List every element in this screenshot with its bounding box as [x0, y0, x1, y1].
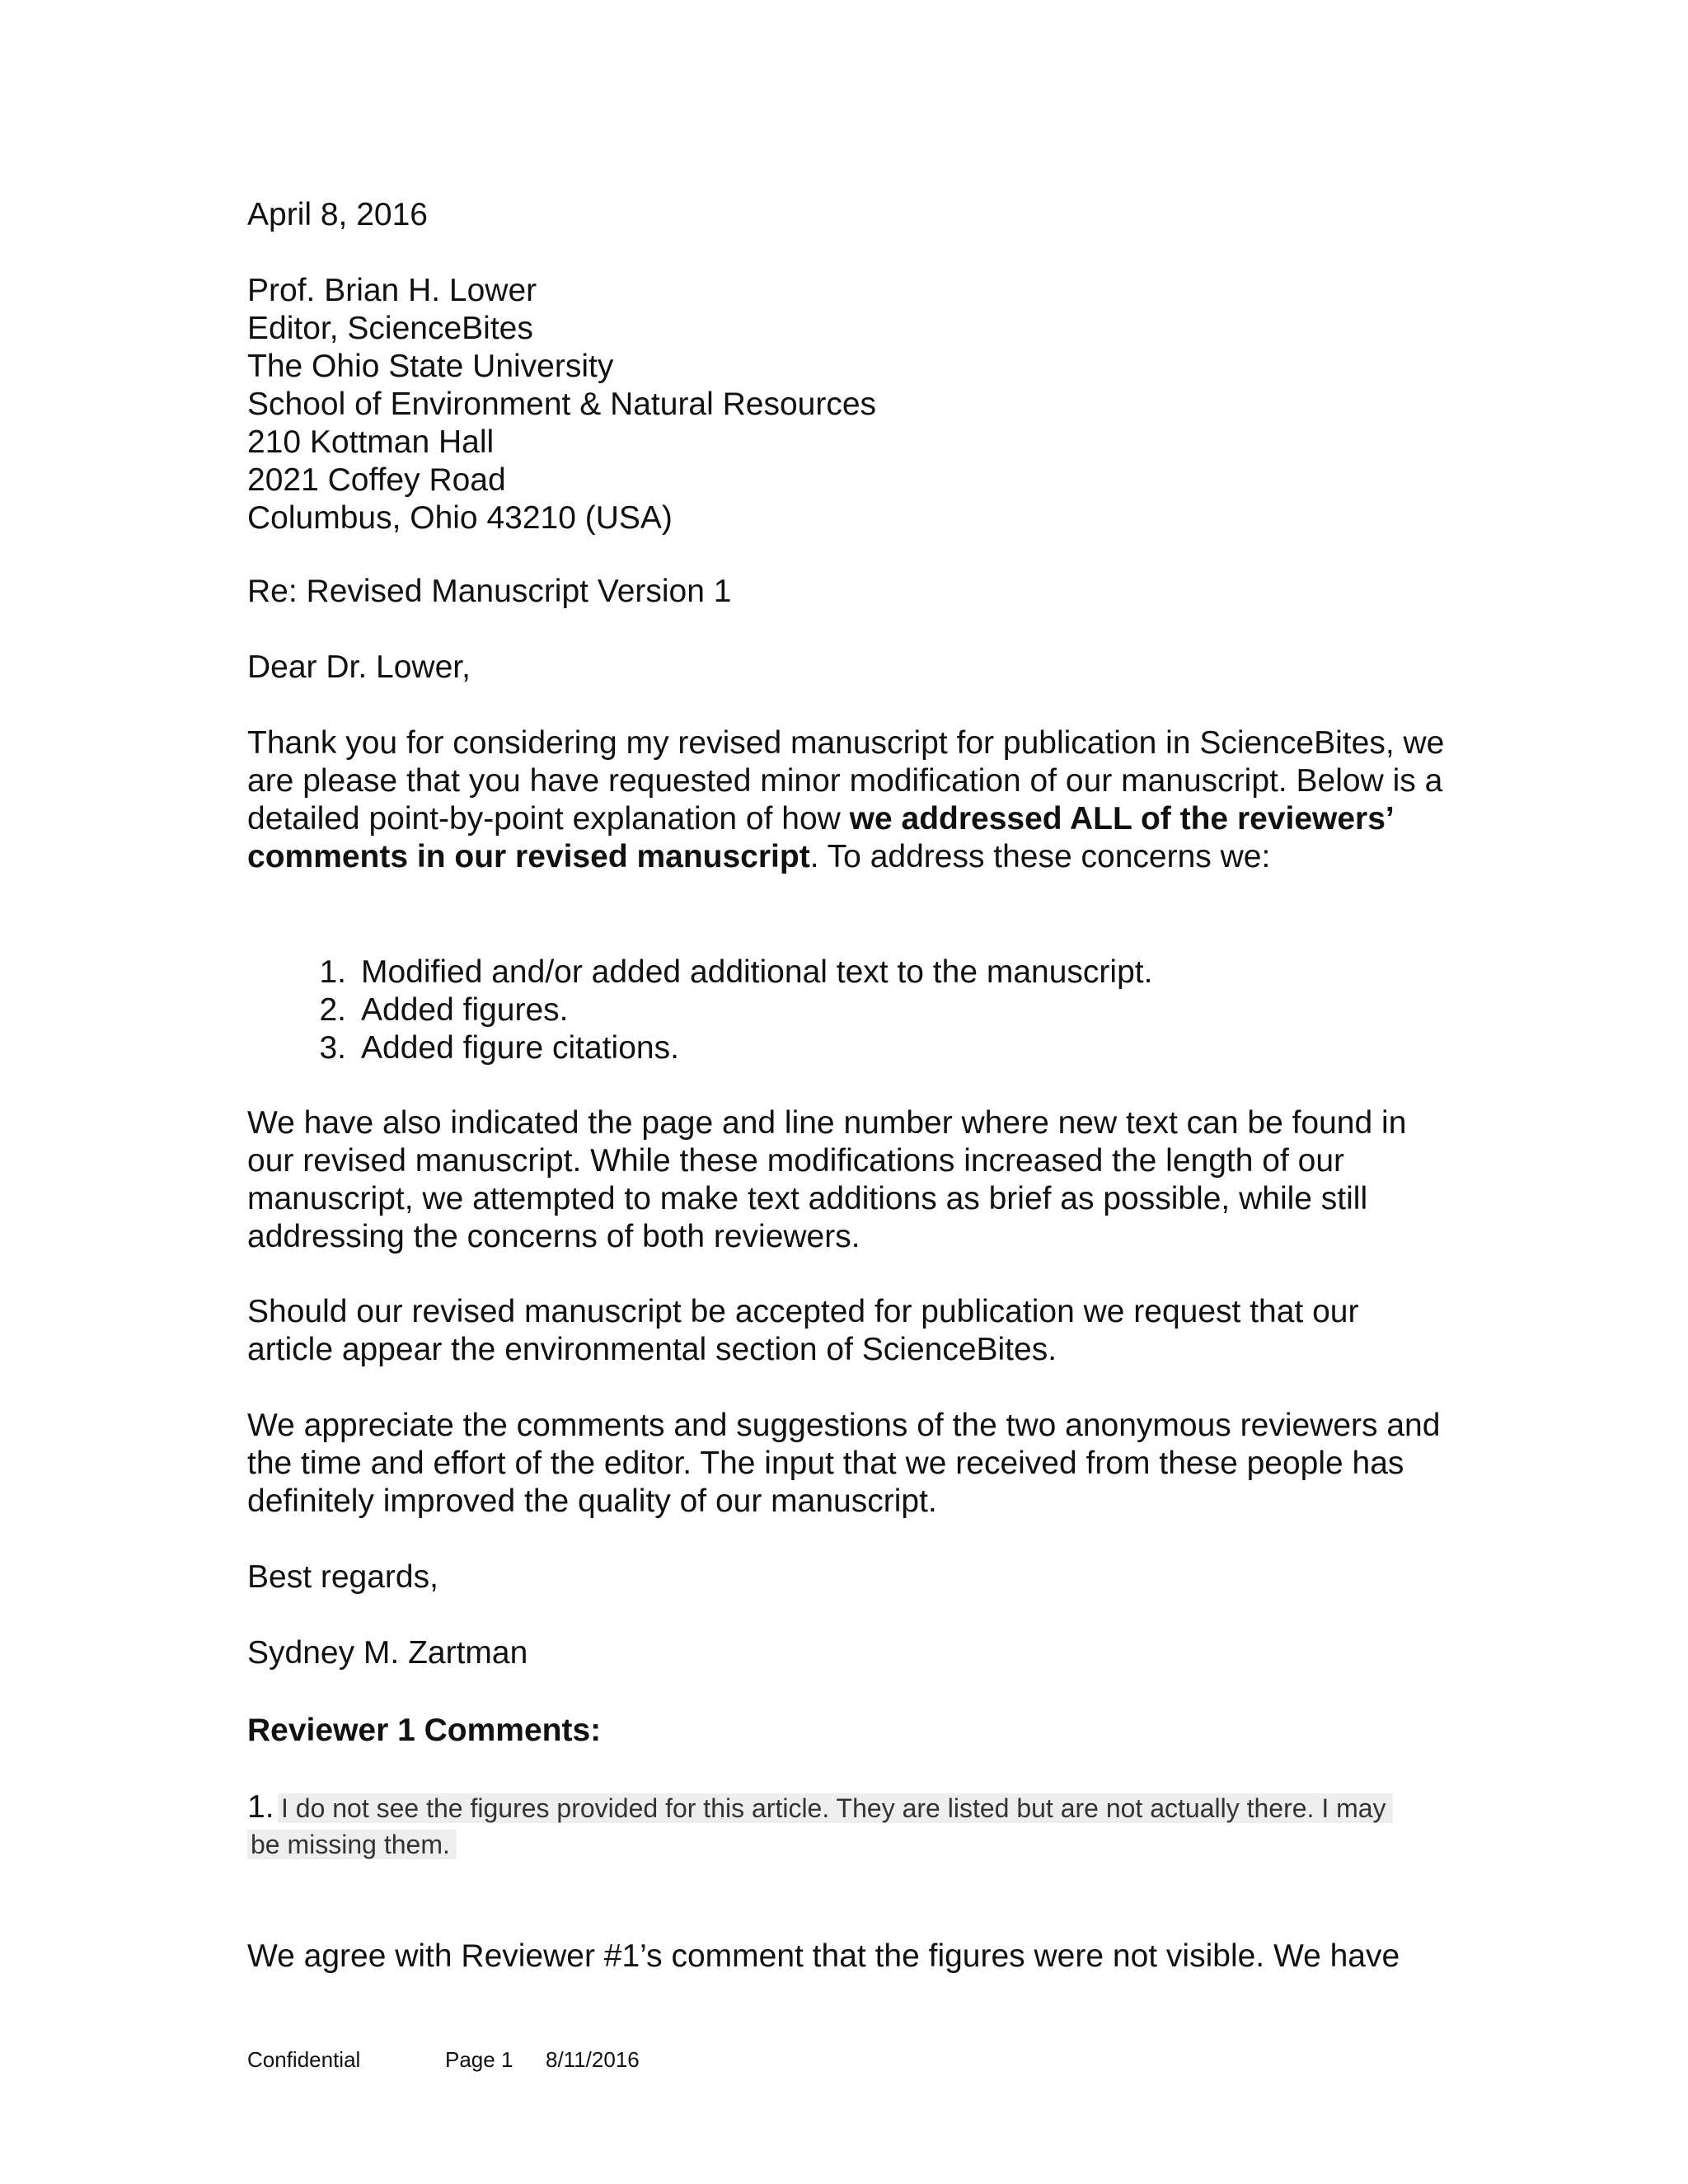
letter-subject: Re: Revised Manuscript Version 1 [247, 574, 732, 609]
recipient-line: Columbus, Ohio 43210 (USA) [247, 500, 673, 536]
list-item-number: 3. [319, 1030, 346, 1066]
recipient-line: Prof. Brian H. Lower [247, 273, 537, 308]
response-paragraph-start: We agree with Reviewer #1’s comment that the figures were not visible. We have [247, 1938, 1400, 1974]
section-request-paragraph: Should our revised manuscript be accepted for publication we request that our article appear the environmental section of ScienceBites. [247, 1294, 1359, 1367]
letter-signature: Sydney M. Zartman [247, 1635, 528, 1671]
list-item [247, 1029, 1152, 1067]
reviewer-comment [247, 1788, 1401, 1863]
footer-confidential: Confidential [247, 2047, 361, 2072]
intro-paragraph [247, 724, 1451, 876]
intro-text-start: Thank you for considering my revised manuscript for publication in ScienceBites, we are please that you have requested minor modification of our manuscript. Below is a detailed point-by-point explanation of how [247, 725, 1445, 837]
intro-text-end: . To address these concerns we: [809, 839, 1271, 874]
letter-salutation: Dear Dr. Lower, [247, 649, 471, 685]
recipient-line: The Ohio State University [247, 349, 614, 384]
reviewer-comment-quote: I do not see the figures provided for this article. They are listed but are not actually there. I may be missing them. [247, 1793, 1393, 1859]
list-item-text: Added figure citations. [361, 1030, 679, 1066]
reviewer-comment-number: 1. [247, 1789, 274, 1825]
thanks-paragraph: We appreciate the comments and suggestions of the two anonymous reviewers and the time and effort of the editor. The input that we received from these people has definitely improved the quality of our manuscript. [247, 1408, 1441, 1519]
changes-list [247, 954, 1152, 1067]
letter-date: April 8, 2016 [247, 197, 428, 232]
intro-emphasis: we addressed ALL of the reviewers’ comments in our revised manuscript [247, 801, 1393, 874]
recipient-address [247, 272, 876, 537]
footer-date: 8/11/2016 [546, 2047, 640, 2072]
list-item-text: Added figures. [361, 992, 569, 1028]
letter-closing: Best regards, [247, 1559, 438, 1595]
recipient-line: Editor, ScienceBites [247, 311, 533, 346]
recipient-line: School of Environment & Natural Resources [247, 387, 877, 422]
list-item-number: 1. [319, 954, 346, 990]
list-item-text: Modified and/or added additional text to the manuscript. [361, 954, 1153, 990]
footer-page-number: Page 1 [445, 2047, 513, 2072]
list-item-number: 2. [319, 992, 346, 1028]
recipient-line: 2021 Coffey Road [247, 462, 506, 498]
reviewer-heading: Reviewer 1 Comments: [247, 1713, 602, 1748]
list-item [247, 991, 1152, 1029]
line-numbers-paragraph: We have also indicated the page and line number where new text can be found in our revised manuscript. While these modifications increased the length of our manuscript, we attempted to make text additions as brief as possible, while still addressing the concerns of both reviewers. [247, 1105, 1407, 1254]
recipient-line: 210 Kottman Hall [247, 424, 495, 460]
list-item [247, 954, 1152, 991]
